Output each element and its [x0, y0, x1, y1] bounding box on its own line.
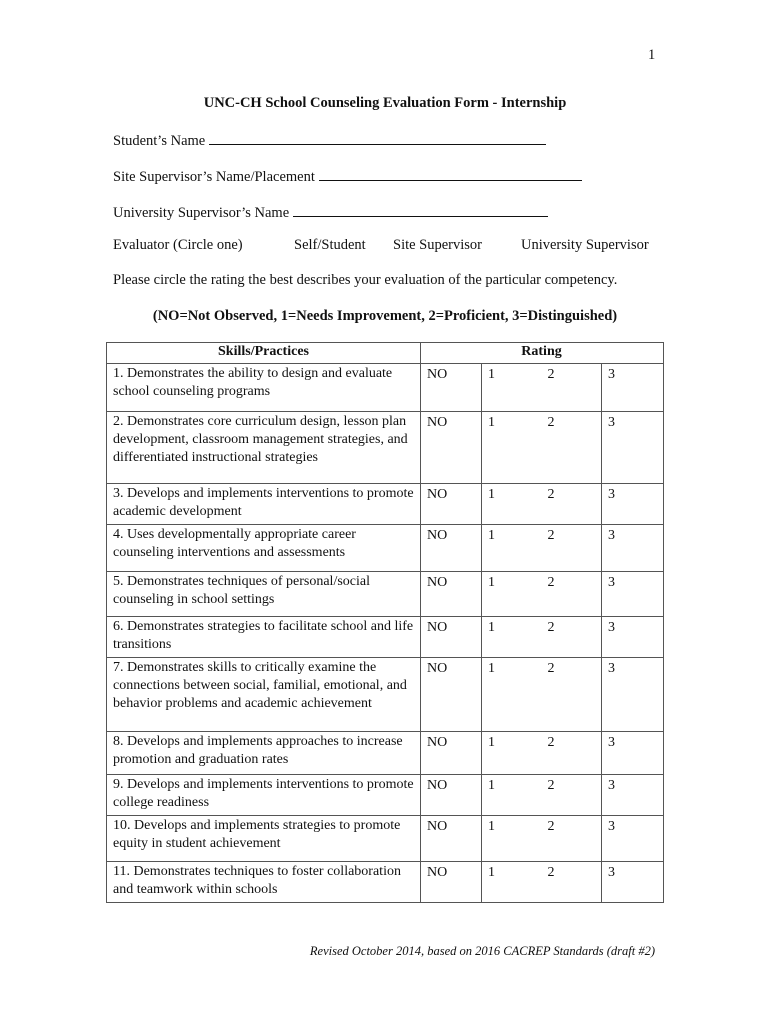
table-row	[107, 816, 664, 862]
rating-option-no[interactable]: NO	[421, 658, 482, 732]
site-supervisor-field	[113, 166, 582, 186]
skill-description: 1. Demonstrates the ability to design and evaluate school counseling programs	[107, 364, 421, 412]
student-name-field	[113, 130, 546, 150]
revision-footer: Revised October 2014, based on 2016 CACREP Standards (draft #2)	[309, 944, 655, 958]
evaluator-option-university-supervisor[interactable]: University Supervisor	[521, 237, 649, 253]
rating-option-1[interactable]: 1	[482, 775, 542, 816]
evaluator-option-site-supervisor[interactable]: Site Supervisor	[393, 237, 483, 253]
form-title: UNC-CH School Counseling Evaluation Form - Internship	[203, 95, 567, 111]
rating-option-1[interactable]: 1	[482, 816, 542, 862]
table-row	[107, 658, 664, 732]
skill-description: 9. Develops and implements interventions to promote college readiness	[107, 775, 421, 816]
rating-option-2[interactable]: 2	[542, 572, 602, 617]
rating-option-1[interactable]: 1	[482, 658, 542, 732]
rating-option-2[interactable]: 2	[542, 732, 602, 775]
table-row	[107, 525, 664, 572]
rating-option-2[interactable]: 2	[542, 484, 602, 525]
site-supervisor-blank[interactable]	[319, 166, 582, 181]
rating-header: Rating	[482, 343, 602, 364]
evaluator-row	[113, 237, 673, 257]
rating-option-3[interactable]: 3	[602, 412, 664, 484]
rating-option-1[interactable]: 1	[482, 484, 542, 525]
skill-description: 6. Demonstrates strategies to facilitate school and life transitions	[107, 617, 421, 658]
evaluator-label: Evaluator (Circle one)	[113, 237, 243, 253]
rating-option-1[interactable]: 1	[482, 525, 542, 572]
rating-option-2[interactable]: 2	[542, 617, 602, 658]
rating-option-no[interactable]: NO	[421, 775, 482, 816]
rating-option-no[interactable]: NO	[421, 862, 482, 903]
rating-option-3[interactable]: 3	[602, 775, 664, 816]
rating-option-3[interactable]: 3	[602, 862, 664, 903]
rating-option-no[interactable]: NO	[421, 816, 482, 862]
table-row	[107, 862, 664, 903]
table-row	[107, 572, 664, 617]
page-number: 1	[648, 47, 656, 63]
rating-header-end	[602, 343, 664, 364]
rating-option-no[interactable]: NO	[421, 525, 482, 572]
rating-option-no[interactable]: NO	[421, 484, 482, 525]
instruction-text: Please circle the rating the best describes your evaluation of the particular competency.	[113, 272, 618, 288]
skill-description: 7. Demonstrates skills to critically examine the connections between social, familial, emotional, and behavior problems and academic achievement	[107, 658, 421, 732]
rating-option-1[interactable]: 1	[482, 732, 542, 775]
skill-description: 2. Demonstrates core curriculum design, lesson plan development, classroom management strategies, and differentiated instructional strategies	[107, 412, 421, 484]
rating-option-2[interactable]: 2	[542, 862, 602, 903]
rating-option-3[interactable]: 3	[602, 617, 664, 658]
table-row	[107, 775, 664, 816]
table-row	[107, 364, 664, 412]
rating-option-no[interactable]: NO	[421, 572, 482, 617]
university-supervisor-label: University Supervisor’s Name	[113, 205, 290, 221]
rating-option-1[interactable]: 1	[482, 572, 542, 617]
table-row	[107, 617, 664, 658]
student-name-label: Student’s Name	[113, 133, 206, 149]
skill-description: 3. Develops and implements interventions to promote academic development	[107, 484, 421, 525]
skill-description: 8. Develops and implements approaches to increase promotion and graduation rates	[107, 732, 421, 775]
skill-description: 4. Uses developmentally appropriate career counseling interventions and assessments	[107, 525, 421, 572]
rating-option-1[interactable]: 1	[482, 412, 542, 484]
rating-option-3[interactable]: 3	[602, 364, 664, 412]
skill-description: 5. Demonstrates techniques of personal/social counseling in school settings	[107, 572, 421, 617]
rating-option-2[interactable]: 2	[542, 412, 602, 484]
rating-option-no[interactable]: NO	[421, 732, 482, 775]
rating-option-2[interactable]: 2	[542, 658, 602, 732]
rating-option-2[interactable]: 2	[542, 775, 602, 816]
rating-legend: (NO=Not Observed, 1=Needs Improvement, 2=Proficient, 3=Distinguished)	[152, 308, 618, 324]
rating-option-2[interactable]: 2	[542, 816, 602, 862]
rating-table	[106, 342, 664, 903]
rating-header-spacer	[421, 343, 482, 364]
rating-option-1[interactable]: 1	[482, 862, 542, 903]
rating-option-3[interactable]: 3	[602, 572, 664, 617]
table-row	[107, 412, 664, 484]
rating-option-2[interactable]: 2	[542, 525, 602, 572]
rating-option-no[interactable]: NO	[421, 412, 482, 484]
rating-option-1[interactable]: 1	[482, 617, 542, 658]
skills-header: Skills/Practices	[107, 343, 421, 364]
student-name-blank[interactable]	[209, 130, 546, 145]
table-header-row	[107, 343, 664, 364]
rating-option-3[interactable]: 3	[602, 658, 664, 732]
rating-option-3[interactable]: 3	[602, 816, 664, 862]
rating-option-3[interactable]: 3	[602, 732, 664, 775]
skill-description: 11. Demonstrates techniques to foster collaboration and teamwork within schools	[107, 862, 421, 903]
rating-option-2[interactable]: 2	[542, 364, 602, 412]
rating-option-3[interactable]: 3	[602, 525, 664, 572]
table-row	[107, 484, 664, 525]
university-supervisor-blank[interactable]	[293, 202, 548, 217]
evaluator-option-self[interactable]: Self/Student	[294, 237, 366, 253]
table-row	[107, 732, 664, 775]
rating-option-no[interactable]: NO	[421, 364, 482, 412]
university-supervisor-field	[113, 202, 548, 222]
site-supervisor-label: Site Supervisor’s Name/Placement	[113, 169, 315, 185]
rating-option-3[interactable]: 3	[602, 484, 664, 525]
rating-option-no[interactable]: NO	[421, 617, 482, 658]
skill-description: 10. Develops and implements strategies to promote equity in student achievement	[107, 816, 421, 862]
rating-option-1[interactable]: 1	[482, 364, 542, 412]
